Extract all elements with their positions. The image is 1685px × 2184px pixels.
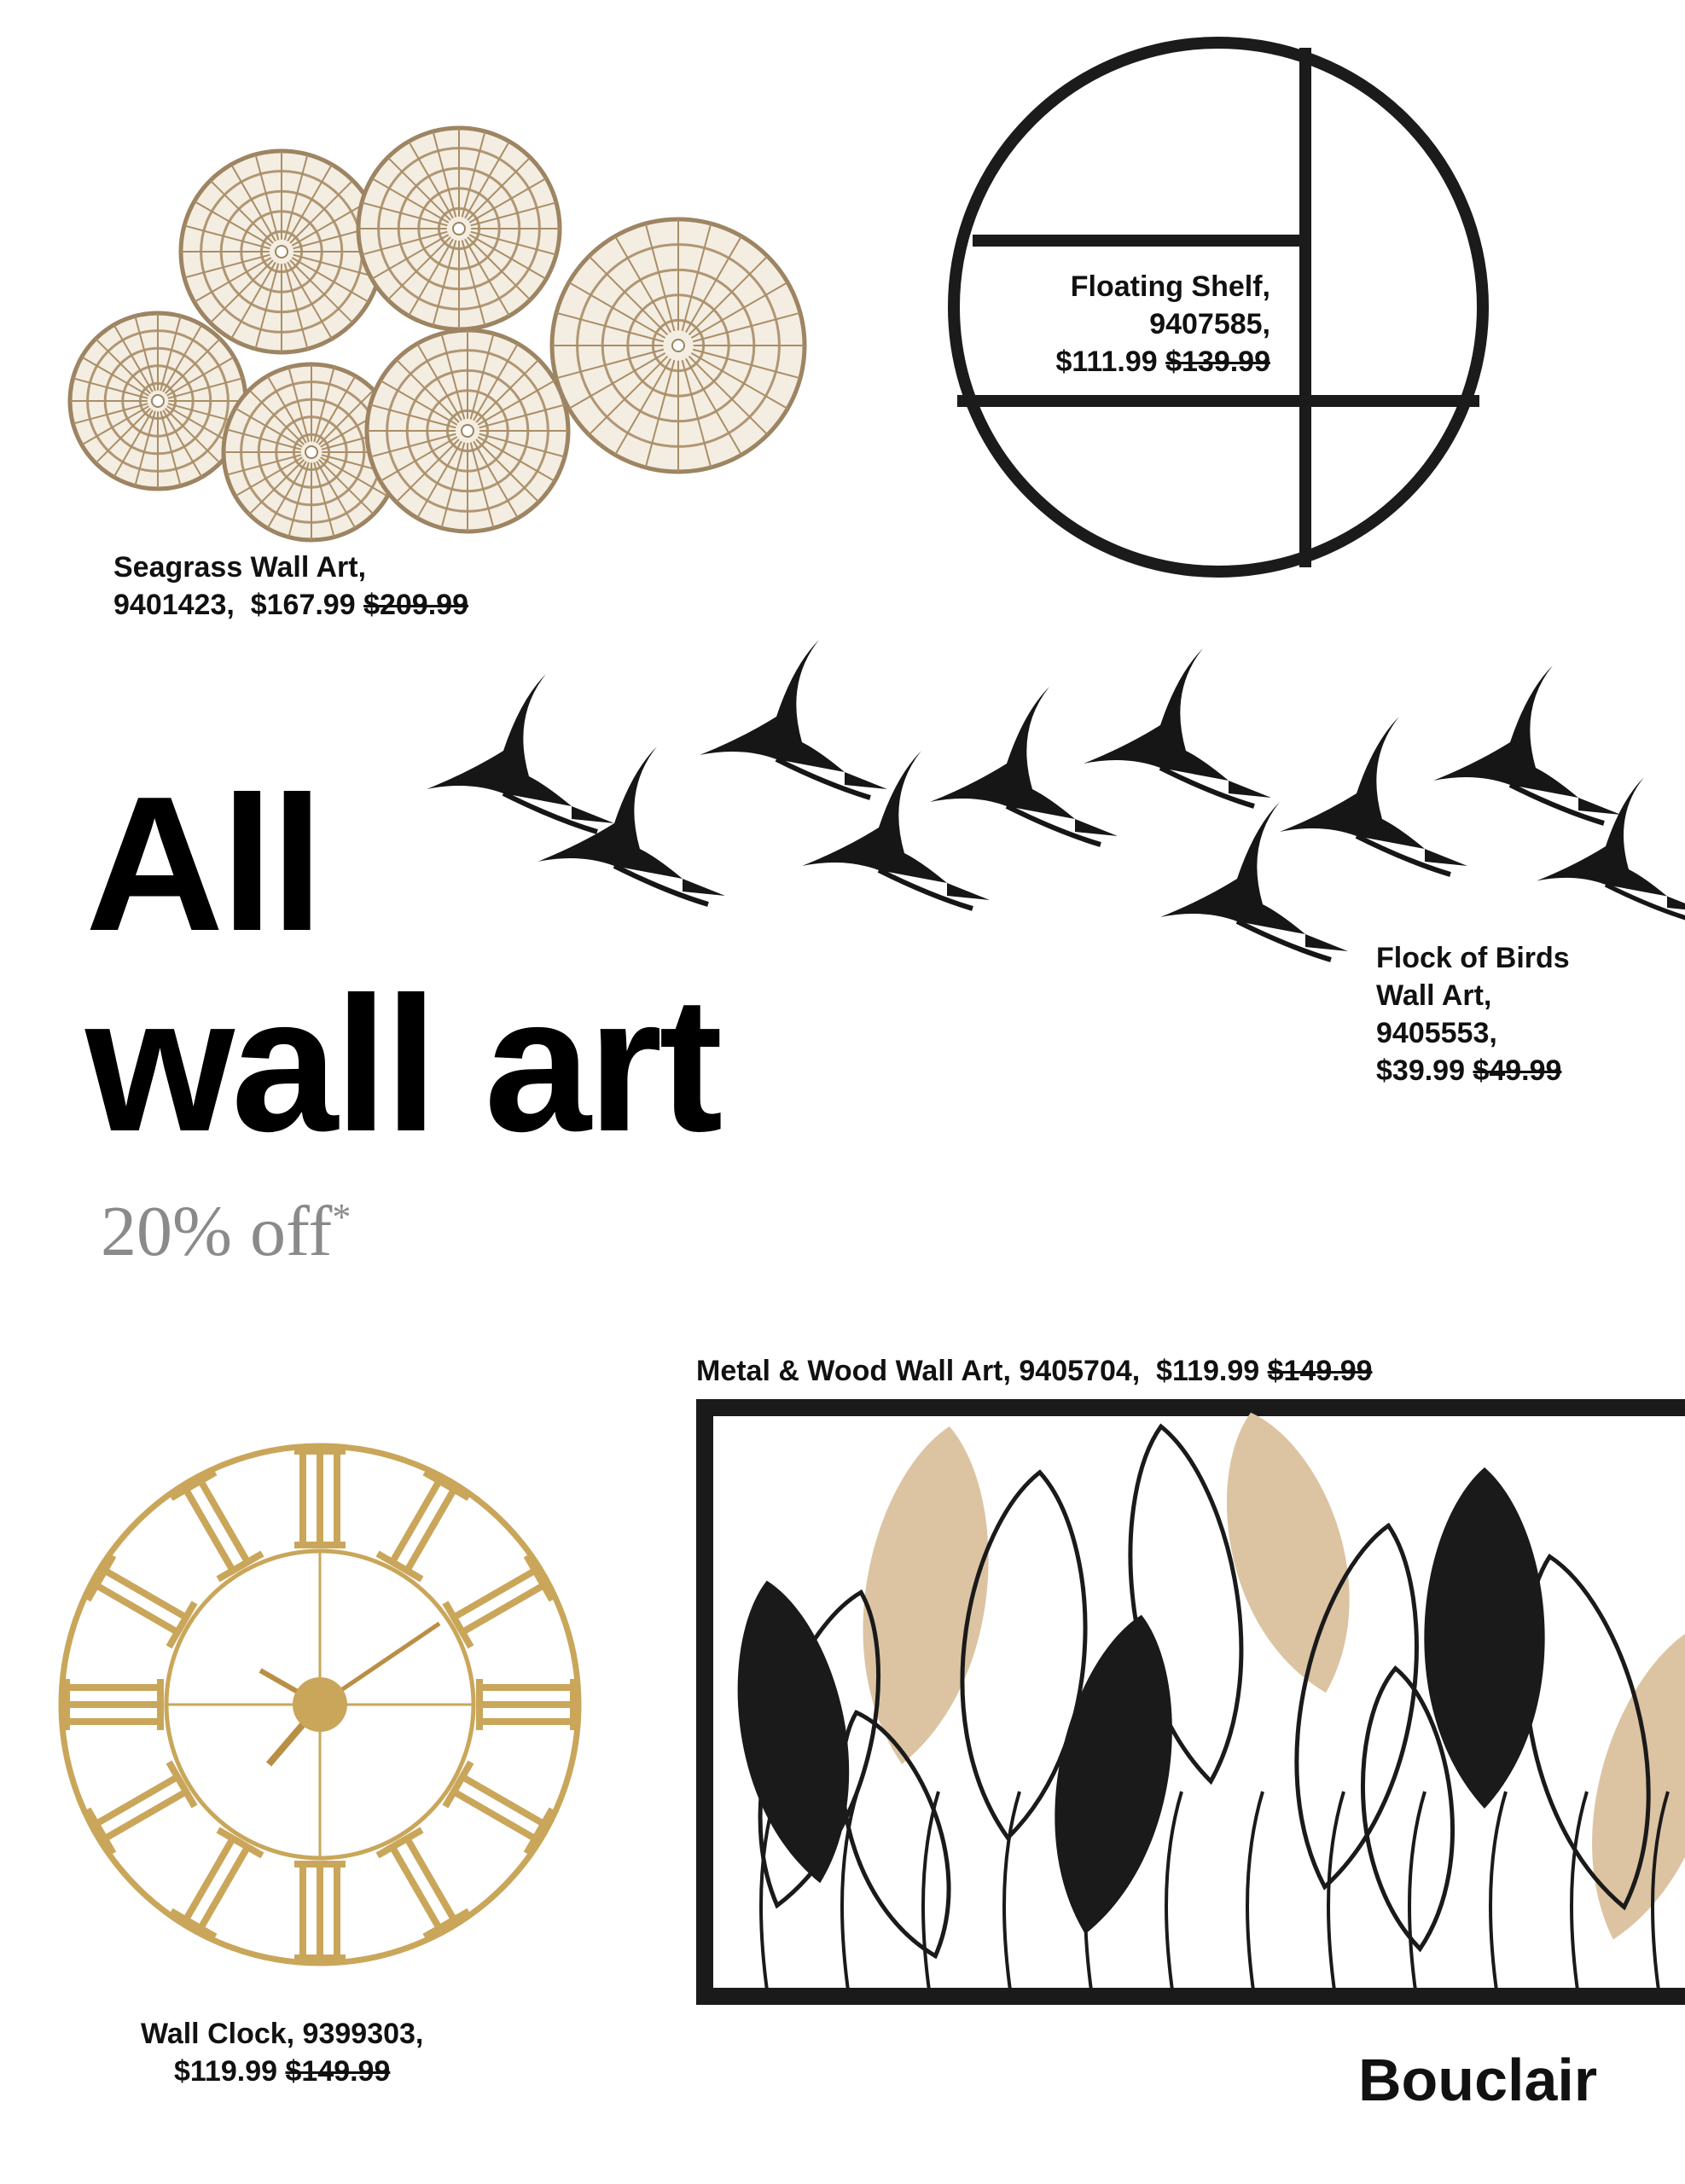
clock-numeral (294, 1448, 346, 1548)
wire-stem (1004, 1792, 1020, 1996)
wire-stem (842, 1792, 857, 1996)
clock-minute-hand (320, 1623, 439, 1705)
bouclair-logo: Bouclair (1358, 2047, 1598, 2113)
birds-sku: 9405553, (1376, 1017, 1497, 1049)
wire-stem (1328, 1792, 1344, 1996)
wire-stem (1490, 1792, 1506, 1996)
wire-stem (1409, 1792, 1425, 1996)
clock-outer-ring (61, 1446, 578, 1963)
seagrass-sku: 9401423, (113, 589, 235, 621)
clock-inner-ring (166, 1551, 474, 1858)
bird-silhouette (1280, 717, 1467, 874)
metal-wood-price: $119.99 (1156, 1355, 1260, 1387)
clock-numeral (170, 1469, 264, 1582)
birds-name: Flock of Birds (1376, 942, 1570, 974)
seagrass-name: Seagrass Wall Art, (113, 551, 367, 584)
solid-leaf (1560, 1612, 1685, 1954)
clock-numeral (376, 1827, 471, 1939)
promo-text: 20% off (101, 1192, 333, 1271)
solid-leaf (1424, 1467, 1544, 1809)
seagrass-disc (552, 219, 805, 472)
wire-stem (1572, 1792, 1587, 1996)
wire-leaf (1351, 1664, 1463, 1953)
headline-line-1: All (85, 756, 321, 971)
clock-name: Wall Clock, 9399303, (141, 2018, 424, 2050)
headline-line-2: wall art (85, 956, 720, 1171)
wire-leaf (815, 1699, 977, 1969)
seagrass-disc (358, 128, 560, 329)
promo-asterisk: * (332, 1196, 352, 1238)
seagrass-disc (181, 151, 382, 352)
seagrass-old-price: $209.99 (363, 589, 468, 621)
solid-leaf (1031, 1606, 1196, 1944)
promo-discount (101, 1190, 351, 1273)
seagrass-disc (224, 364, 399, 540)
bird-silhouette (930, 687, 1118, 845)
bird-silhouette (1160, 802, 1348, 960)
seagrass-price: $167.99 (250, 589, 356, 621)
clock-numeral (376, 1469, 471, 1582)
clock-caption (141, 2015, 423, 2090)
wire-stem (1166, 1792, 1182, 1996)
bird-silhouette (1084, 648, 1271, 806)
wire-stem (1085, 1792, 1101, 1996)
clock-numeral (294, 1861, 346, 1961)
metal-wood-name: Metal & Wood Wall Art, 9405704, (696, 1355, 1141, 1387)
shelf-name: Floating Shelf, (1070, 270, 1270, 303)
wire-stem (1247, 1792, 1263, 1996)
clock-old-price: $149.99 (285, 2055, 391, 2088)
metal-wood-caption (696, 1352, 1373, 1390)
bird-silhouette (1537, 777, 1685, 920)
shelf-caption (1055, 268, 1270, 380)
clock-numeral (442, 1761, 555, 1856)
solid-leaf (1198, 1398, 1379, 1707)
shelf-price: $111.99 (1055, 346, 1158, 378)
wire-leaf (1109, 1420, 1262, 1789)
shelf-old-price: $139.99 (1165, 346, 1270, 378)
clock-numeral (84, 1761, 197, 1856)
wire-stem (923, 1792, 938, 1996)
seagrass-caption (113, 549, 468, 624)
clock-numeral (442, 1554, 555, 1649)
shelf-sku: 9407585, (1149, 308, 1270, 340)
bird-silhouette (1433, 665, 1621, 823)
solid-leaf (716, 1571, 872, 1892)
clock-numeral (84, 1554, 197, 1649)
birds-name-2: Wall Art, (1376, 979, 1492, 1012)
metal-wood-old-price: $149.99 (1267, 1355, 1373, 1387)
clock-tail-hand (269, 1705, 320, 1764)
clock-hour-hand (260, 1670, 320, 1705)
wire-stem (1653, 1792, 1668, 1996)
clock-numeral (476, 1679, 577, 1730)
wire-leaf (729, 1580, 909, 1919)
bird-silhouette (802, 751, 990, 909)
wire-leaf (948, 1467, 1100, 1844)
birds-old-price: $49.99 (1473, 1054, 1562, 1087)
seagrass-disc (367, 330, 568, 531)
clock-numeral (63, 1679, 164, 1730)
seagrass-disc (70, 313, 246, 489)
wire-leaf (1270, 1516, 1442, 1896)
headline (85, 756, 720, 1171)
clock-numeral (170, 1827, 264, 1939)
wire-stem (761, 1792, 776, 1996)
bird-silhouette (700, 640, 887, 798)
clock-price: $119.99 (173, 2055, 278, 2088)
birds-price: $39.99 (1376, 1054, 1465, 1087)
birds-caption (1376, 939, 1570, 1089)
wire-leaf (1496, 1545, 1678, 1919)
solid-leaf (842, 1418, 1009, 1773)
clock-center-cap (293, 1677, 347, 1732)
